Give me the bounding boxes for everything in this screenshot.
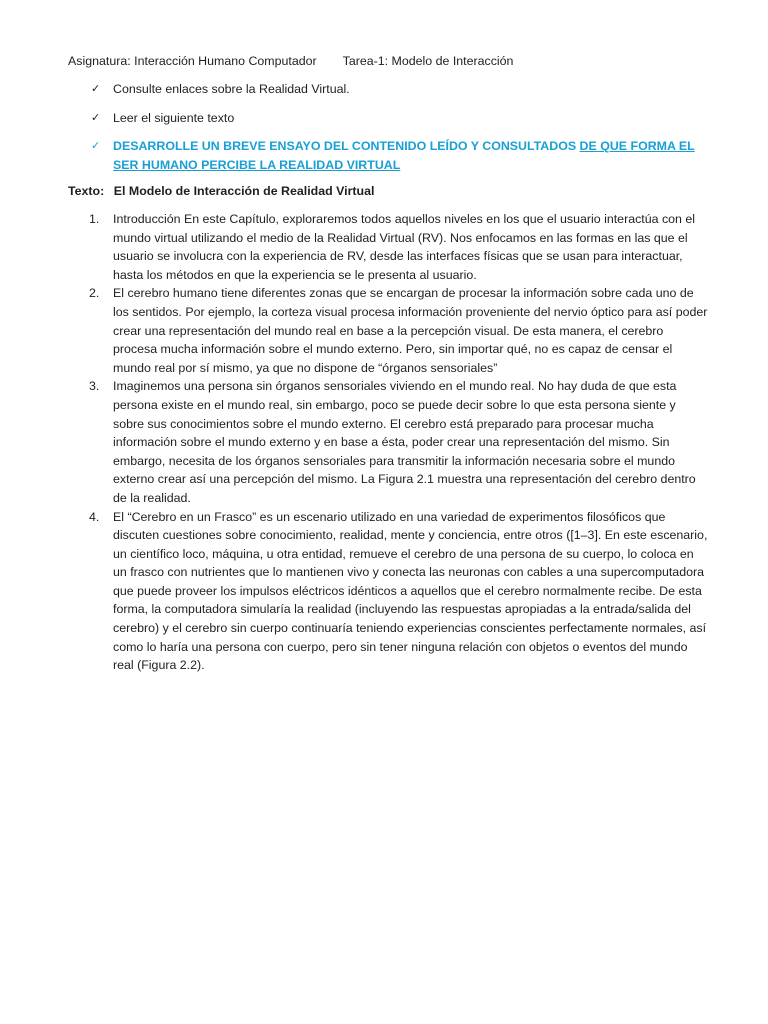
document-header [68, 52, 708, 70]
task-label: Tarea-1: Modelo de Interacción [342, 54, 514, 68]
paragraph-item [68, 284, 708, 377]
checklist-item-text: Consulte enlaces sobre la Realidad Virtual. [113, 82, 350, 96]
checklist-item [68, 109, 708, 128]
texto-heading [68, 182, 708, 200]
checkmark-icon: ✓ [91, 139, 101, 152]
paragraph-number: 1. [89, 212, 100, 226]
paragraph-text: Imaginemos una persona sin órganos sensoriales viviendo en el mundo real. No hay duda de que esta persona existe en el mundo real, sin embargo, poco se puede decir sobre lo que esta persona siente y sobre sus conocimientos sobre el mundo externo. El cerebro está preparado para procesar mucha información sobre el mundo externo y en base a ésta, poder crear una representación del mismo. Sin embargo, necesita de los órganos sensoriales para transmitir la información necesaria sobre el mundo externo crear así una percepción del mismo. La Figura 2.1 muestra una representación del cerebro dentro de la realidad. [113, 379, 696, 505]
checklist-item-text: Leer el siguiente texto [113, 110, 235, 125]
instruction-checklist [68, 80, 708, 174]
paragraph-text: El “Cerebro en un Frasco” es un escenario utilizado en una variedad de experimentos filosóficos que discuten cuestiones sobre conocimiento, realidad, mente y conciencia, entre otros ([1–3]. En este escenario, un científico loco, máquina, u otra entidad, remueve el cerebro de una persona de su cuerpo, lo coloca en un frasco con nutrientes que lo mantienen vivo y conecta las neuronas con cables a una supercomputadora que puede proveer los impulsos eléctricos idénticos a aquellos que el cerebro normalmente recibe. De esta forma, la computadora simularía la realidad (incluyendo las respuestas apropiadas a la entrada/salida del cerebro) y el cerebro sin cuerpo continuaría teniendo experiencias conscientes perfectamente normales, así como lo haría una persona con cuerpo, pero sin tener ninguna relación con objetos o eventos del mundo real (Figura 2.2). [113, 509, 708, 673]
texto-title: El Modelo de Interacción de Realidad Virtual [113, 184, 375, 198]
paragraph-number: 2. [89, 286, 100, 301]
numbered-paragraphs [68, 210, 708, 675]
checkmark-icon: ✓ [91, 82, 101, 95]
paragraph-text: El cerebro humano tiene diferentes zonas que se encargan de procesar la información sobre cada uno de los sentidos. Por ejemplo, la corteza visual procesa información proveniente del nervio óptico para así poder crear una representación del mundo real en base a la percepción visual. De esta manera, el cerebro procesa mucha información sobre el mundo externo. Pero, sin importar qué, no es capaz de censar el mundo real por sí mismo, ya que no dispone de “órganos sensoriales” [113, 286, 708, 375]
paragraph-number: 4. [89, 509, 100, 524]
paragraph-item [68, 377, 708, 507]
paragraph-number: 3. [89, 379, 100, 394]
texto-label: Texto: [68, 184, 105, 198]
paragraph-item [68, 210, 708, 284]
checkmark-icon: ✓ [91, 110, 101, 124]
subject-label: Asignatura: Interacción Humano Computador [68, 54, 317, 68]
checklist-item-assignment [68, 137, 708, 174]
paragraph-text: Introducción En este Capítulo, exploraremos todos aquellos niveles en los que el usuario interactúa con el mundo virtual utilizando el medio de la Realidad Virtual (RV). Nos enfocamos en las formas en las que el usuario se involucra con la experiencia de RV, desde las interfaces físicas que se usan para interactuar, hasta los métodos en que la experiencia se le presenta al usuario. [113, 212, 696, 282]
paragraph-item [68, 508, 708, 675]
assignment-topic-link[interactable]: DE QUE FORMA EL SER HUMANO PERCIBE LA REALIDAD VIRTUAL [113, 139, 695, 172]
checklist-item [68, 80, 708, 99]
assignment-text: DESARROLLE UN BREVE ENSAYO DEL CONTENIDO LEÍDO Y CONSULTADOS [113, 139, 580, 153]
